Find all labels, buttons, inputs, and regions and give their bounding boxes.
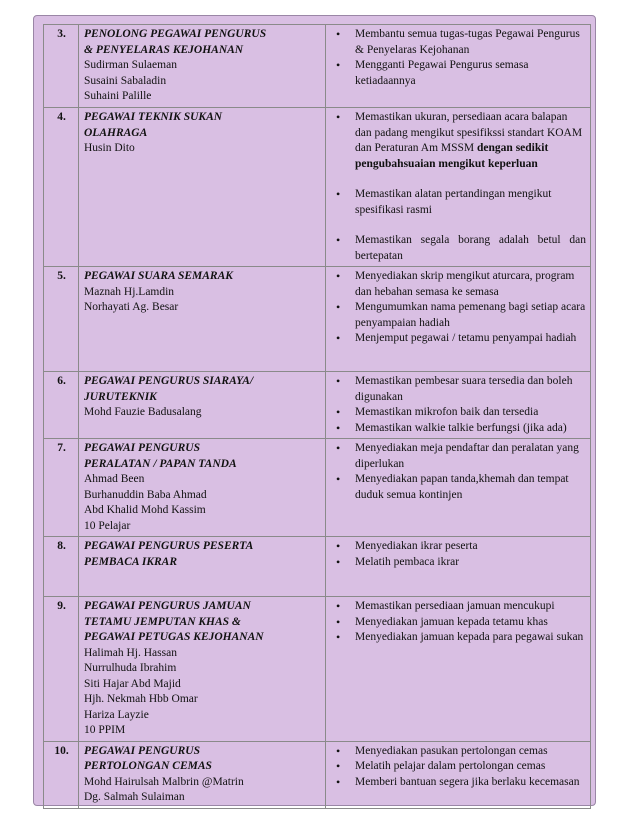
role-title: PEGAWAI PENGURUS	[84, 744, 200, 757]
duties-table	[43, 24, 591, 809]
member-name: Mohd Fauzie Badusalang	[84, 406, 202, 418]
task-cell	[326, 372, 591, 439]
role-cell	[79, 597, 326, 742]
table-row	[44, 267, 591, 372]
task-item: • Memastikan pembesar suara tersedia dan boleh digunakan	[331, 374, 586, 405]
row-number: 6.	[44, 372, 79, 439]
table-row	[44, 108, 591, 267]
task-item: • Mengganti Pegawai Pengurus semasa ketiadaannya	[331, 58, 586, 89]
task-item: • Membantu semua tugas-tugas Pegawai Pengurus & Penyelaras Kejohanan	[331, 27, 586, 58]
role-cell	[79, 537, 326, 597]
table-row	[44, 741, 591, 808]
task-cell	[326, 597, 591, 742]
task-item: • Melatih pembaca ikrar	[331, 555, 586, 571]
task-cell	[326, 741, 591, 808]
role-title: PERTOLONGAN CEMAS	[84, 760, 212, 772]
task-item: • Menyediakan meja pendaftar dan peralatan yang diperlukan	[331, 441, 586, 472]
task-item: • Menyediakan ikrar peserta	[331, 539, 586, 555]
role-title: PENOLONG PEGAWAI PENGURUS	[84, 28, 267, 40]
member-name: 10 Pelajar	[84, 519, 131, 532]
table-row	[44, 537, 591, 597]
role-title: PEGAWAI PENGURUS JAMUAN	[84, 600, 251, 612]
member-name: Hariza Layzie	[84, 708, 149, 721]
member-name: Dg. Salmah Sulaiman	[84, 791, 185, 803]
member-name: Halimah Hj. Hassan	[84, 646, 177, 659]
row-number: 10.	[44, 741, 79, 808]
task-item: • Memastikan persediaan jamuan mencukupi	[331, 599, 586, 615]
row-number: 4.	[44, 108, 79, 267]
member-name: Abd Khalid Mohd Kassim	[84, 504, 206, 516]
table-row	[44, 372, 591, 439]
member-name: Nurrulhuda Ibrahim	[84, 662, 177, 674]
row-number: 3.	[44, 25, 79, 108]
member-name: Suhaini Palille	[84, 90, 152, 102]
role-title: PEGAWAI TEKNIK SUKAN	[84, 111, 223, 123]
table-row	[44, 597, 591, 742]
role-cell	[79, 267, 326, 372]
role-title: & PENYELARAS KEJOHANAN	[84, 43, 244, 56]
row-number: 8.	[44, 537, 79, 597]
role-title: OLAHRAGA	[84, 126, 148, 139]
row-number: 7.	[44, 439, 79, 537]
task-cell	[326, 439, 591, 537]
task-item: • Menyediakan papan tanda,khemah dan tempat duduk semua kontinjen	[331, 472, 586, 503]
table-row	[44, 25, 591, 108]
member-name: Maznah Hj.Lamdin	[84, 285, 175, 298]
role-title: PEGAWAI PENGURUS PESERTA	[84, 540, 254, 552]
role-title: PEGAWAI PENGURUS	[84, 442, 200, 454]
member-name: Ahmad Been	[84, 473, 145, 485]
task-item: • Menyediakan jamuan kepada tetamu khas	[331, 615, 586, 631]
role-title: PEGAWAI PENGURUS SIARAYA/	[84, 375, 254, 387]
role-cell	[79, 25, 326, 108]
role-title: PERALATAN / PAPAN TANDA	[84, 457, 237, 470]
task-text: Memastikan ukuran, persediaan acara balapan dan padang mengikut spesifikssi standart KOAM dan Peraturan Am MSSM	[355, 111, 583, 154]
row-number: 5.	[44, 267, 79, 372]
task-item: • Menjemput pegawai / tetamu penyampai hadiah	[331, 331, 586, 347]
task-item: • Memastikan mikrofon baik dan tersedia	[331, 405, 586, 421]
member-name: Mohd Hairulsah Malbrin @Matrin	[84, 775, 244, 788]
member-name: 10 PPIM	[84, 724, 126, 736]
table-row	[44, 439, 591, 537]
task-emphasis: dengan sedikit pengubahsuaian mengikut keperluan	[355, 142, 549, 170]
member-name: Hjh. Nekmah Hbb Omar	[84, 693, 198, 705]
task-item: • Mengumumkan nama pemenang bagi setiap acara penyampaian hadiah	[331, 300, 586, 331]
task-item: • Memastikan segala borang adalah betul dan bertepatan	[331, 233, 586, 264]
task-item: • Menyediakan pasukan pertolongan cemas	[331, 744, 586, 760]
task-item: • Memberi bantuan segera jika berlaku kecemasan	[331, 775, 586, 791]
role-cell	[79, 372, 326, 439]
task-item: • Memastikan walkie talkie berfungsi (jika ada)	[331, 421, 586, 437]
task-cell	[326, 25, 591, 108]
task-item	[331, 110, 586, 172]
task-item: • Melatih pelajar dalam pertolongan cemas	[331, 759, 586, 775]
member-name: Husin Dito	[84, 142, 135, 154]
task-cell	[326, 108, 591, 267]
row-number: 9.	[44, 597, 79, 742]
role-title: TETAMU JEMPUTAN KHAS &	[84, 615, 241, 628]
task-item: • Menyediakan skrip mengikut aturcara, program dan hebahan semasa ke semasa	[331, 269, 586, 300]
role-cell	[79, 741, 326, 808]
member-name: Siti Hajar Abd Majid	[84, 677, 181, 690]
role-title: PEGAWAI SUARA SEMARAK	[84, 270, 233, 282]
member-name: Susaini Sabaladin	[84, 74, 167, 87]
role-title: PEGAWAI PETUGAS KEJOHANAN	[84, 631, 264, 643]
role-title: PEMBACA IKRAR	[84, 555, 177, 568]
member-name: Burhanuddin Baba Ahmad	[84, 488, 207, 501]
member-name: Sudirman Sulaeman	[84, 59, 177, 71]
task-item: • Memastikan alatan pertandingan mengikut spesifikasi rasmi	[331, 187, 586, 218]
role-cell	[79, 439, 326, 537]
task-item: • Menyediakan jamuan kepada para pegawai sukan	[331, 630, 586, 646]
task-cell	[326, 537, 591, 597]
task-cell	[326, 267, 591, 372]
role-title: JURUTEKNIK	[84, 390, 157, 403]
member-name: Norhayati Ag. Besar	[84, 301, 179, 313]
role-cell	[79, 108, 326, 267]
